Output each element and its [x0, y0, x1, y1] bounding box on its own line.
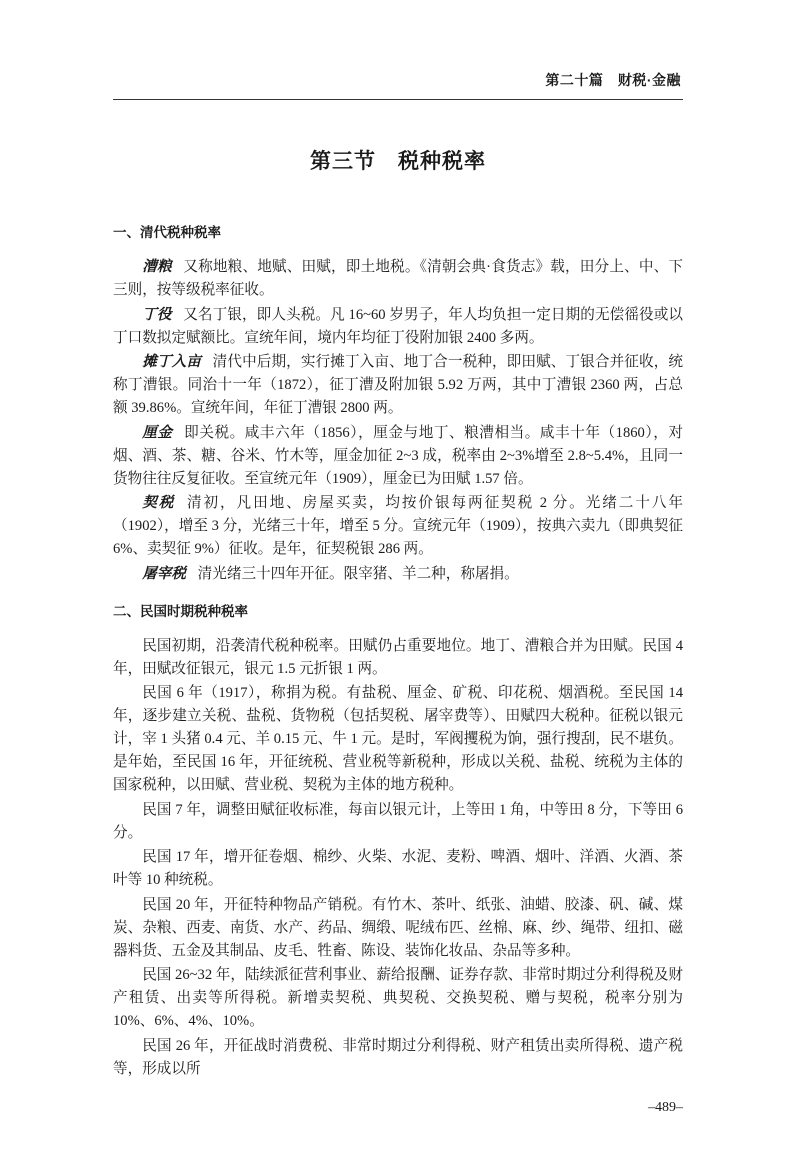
entry-paragraph [113, 563, 683, 586]
entry-paragraph [113, 256, 683, 302]
subsection-heading: 二、民国时期税种税率 [113, 603, 248, 619]
entry-term: 丁役 [142, 306, 172, 323]
entry-paragraph [113, 492, 683, 561]
subsection-heading: 一、清代税种税率 [113, 225, 221, 240]
entry-paragraph [113, 351, 683, 420]
entry-term: 厘金 [142, 424, 173, 441]
paragraph: 民国 6 年（1917），称捐为税。有盐税、厘金、矿税、印花税、烟酒税。至民国 14 年，逐步建立关税、盐税、货物税（包括契税、屠宰费等）、田赋四大税种。征税以银元计，宰 1 头猪 0.4 元、羊 0.15 元、牛 1 元。是时，军阀攫税为饷，强行搜刮，民不堪负。是年始，至民国 16 年，开征统税、营业税等新税种，形成以关税、盐税、统税为主体的国家税种，以田赋、营业税、契税为主体的地方税种。 [113, 685, 683, 793]
page-number: –489– [648, 1100, 683, 1115]
section-title: 第三节 税种税率 [310, 150, 486, 173]
entry-text: 又名丁银，即人头税。凡 16~60 岁男子，年人均负担一定日期的无偿徭役或以丁口数拟定赋额比。宣统年间，境内年均征丁役附加银 2400 多两。 [113, 306, 683, 346]
entry-text: 即关税。咸丰六年（1856），厘金与地丁、粮漕相当。咸丰十年（1860），对烟、酒、茶、糖、谷米、竹木等，厘金加征 2~3 成，税率由 2~3%增至 2.8~5.4%，且同一货物往往反复征收。至宣统元年（1909），厘金已为田赋 1.57 倍。 [113, 424, 683, 487]
paragraph: 民国 26 年，开征战时消费税、非常时期过分利得税、财产租赁出卖所得税、遗产税等，形成以所 [113, 1037, 683, 1077]
header-rule [113, 99, 683, 100]
entry-text: 清初，凡田地、房屋买卖，均按价银每两征契税 2 分。光绪二十八年（1902），增至 3 分，光绪三十年，增至 5 分。宣统元年（1909），按典六卖九（即典契征 6%、卖契征 9%）征收。是年，征契税银 286 两。 [113, 495, 683, 557]
body-text [113, 221, 683, 1082]
entry-text: 清代中后期，实行摊丁入亩、地丁合一税种，即田赋、丁银合并征收，统称丁漕银。同治十一年（1872），征丁漕及附加银 5.92 万两，其中丁漕银 2360 两，占总额 39.86%。宣统年间，年征丁漕银 2800 两。 [113, 354, 683, 416]
entry-term: 契税 [142, 495, 176, 511]
entry-paragraph [113, 304, 683, 350]
running-head: 第二十篇 财税·金融 [545, 72, 681, 88]
paragraph: 民国 20 年，开征特种物品产销税。有竹木、茶叶、纸张、油蜡、胶漆、矾、碱、煤炭、杂粮、西麦、南货、水产、药品、绸缎、呢绒布匹、丝棉、麻、纱、绳带、纽扣、磁器料货、五金及其制品、皮毛、牲畜、陈设、装饰化妆品、杂品等多种。 [113, 896, 683, 959]
entry-text: 又称地粮、地赋、田赋，即土地税。《清朝会典·食货志》载，田分上、中、下三则，按等级税率征收。 [113, 259, 683, 298]
paragraph: 民国初期，沿袭清代税种税率。田赋仍占重要地位。地丁、漕粮合并为田赋。民国 4 年，田赋改征银元，银元 1.5 元折银 1 两。 [113, 637, 683, 677]
paragraph: 民国 26~32 年，陆续派征营利事业、薪给报酬、证券存款、非常时期过分利得税及财产租赁、出卖等所得税。新增卖契税、典契税、交换契税、赠与契税，税率分别为 10%、6%、4%、10%。 [113, 967, 683, 1029]
paragraph: 民国 7 年，调整田赋征收标准，每亩以银元计，上等田 1 角，中等田 8 分，下等田 6 分。 [113, 801, 683, 841]
paragraph: 民国 17 年，增开征卷烟、棉纱、火柴、水泥、麦粉、啤酒、烟叶、洋酒、火酒、茶叶等 10 种统税。 [113, 849, 683, 888]
entry-term: 漕粮 [142, 259, 172, 275]
entry-text: 清光绪三十四年开征。限宰猪、羊二种，称屠捐。 [197, 565, 519, 582]
entry-paragraph [113, 422, 683, 491]
entry-term: 屠宰税 [142, 565, 186, 582]
entry-term: 摊丁入亩 [142, 354, 201, 370]
